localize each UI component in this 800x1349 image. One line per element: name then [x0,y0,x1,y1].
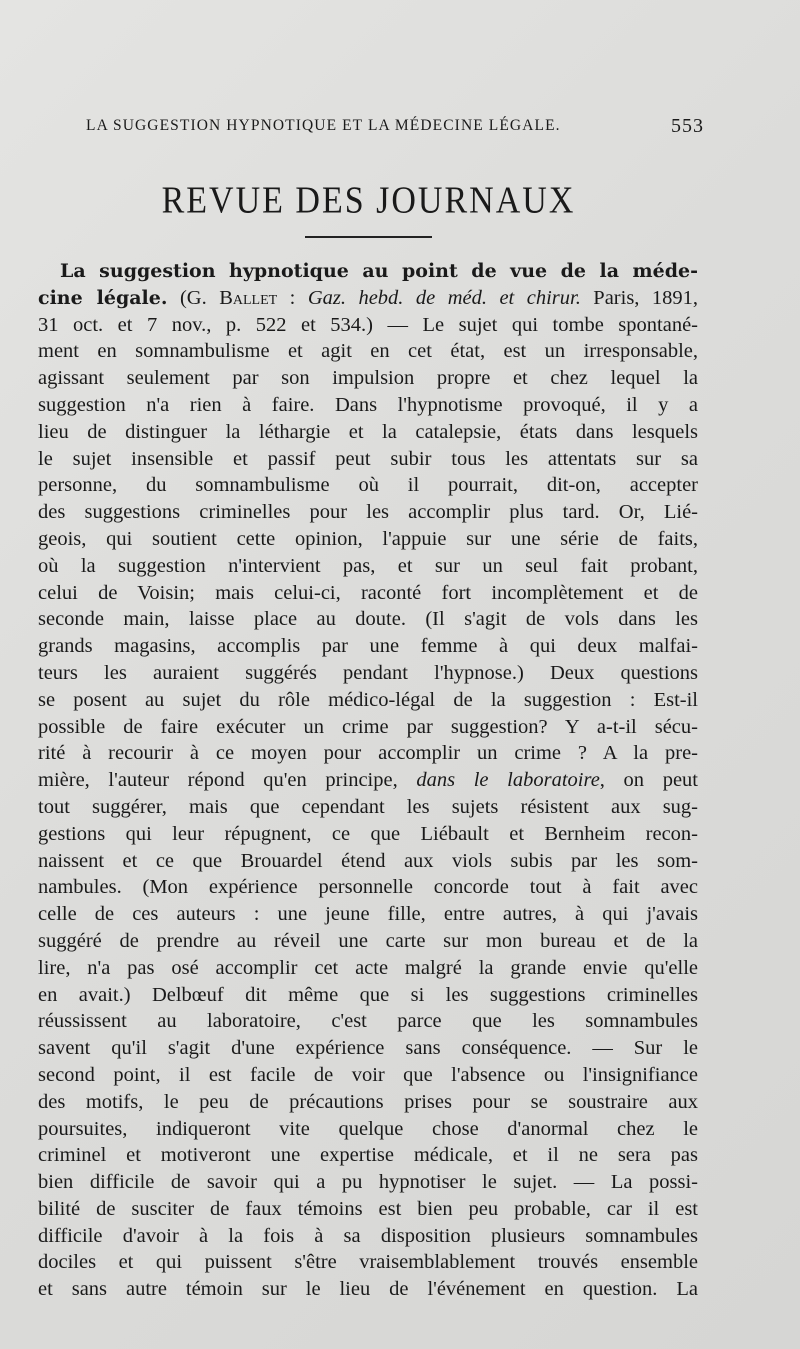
text-line: possible de faire exécuter un crime par suggestion? Y a-t-il sécu- [38,715,698,738]
text-line: teurs les auraient suggérés pendant l'hypnose.) Deux questions [38,661,698,684]
italic-fragment: dans le laboratoire [416,769,600,792]
text-line: gestions qui leur répugnent, ce que Liébault et Bernheim recon- [38,822,698,845]
text-line: dociles et qui puissent s'être vraisemblablement trouvés ensemble [38,1251,698,1274]
text-line: poursuites, indiqueront vite quelque chose d'anormal chez le [38,1117,698,1140]
text-fragment: mière, l'auteur répond qu'en principe, [38,769,417,792]
article-heading-line [38,258,698,285]
text-line: second point, il est facile de voir que l'absence ou l'insignifiance [38,1063,698,1086]
text-line: geois, qui soutient cette opinion, l'appuie sur une série de faits, [38,527,698,550]
title-rule [305,236,432,238]
article-body [38,258,698,1303]
text-line: lieu de distinguer la léthargie et la catalepsie, états dans lesquels [38,420,698,443]
citation-place: Paris, 1891, [580,286,698,309]
text-line: naissent et ce que Brouardel étend aux viols subis par les som- [38,849,698,872]
text-line: se posent au sujet du rôle médico-légal de la suggestion : Est-il [38,688,698,711]
citation-open: (G. [167,286,220,309]
text-line: savent qu'il s'agit d'une expérience sans conséquence. — Sur le [38,1037,698,1060]
text-line: personne, du somnambulisme où il pourrait, dit-on, accepter [38,474,698,497]
text-line: et sans autre témoin sur le lieu de l'événement en question. La [38,1278,698,1301]
text-line: bilité de susciter de faux témoins est bien peu probable, car il est [38,1197,698,1220]
text-line: seconde main, laisse place au doute. (Il s'agit de vols dans les [38,608,698,631]
running-header [86,117,704,143]
text-line: celle de ces auteurs : une jeune fille, entre autres, à qui j'avais [38,903,698,926]
text-line: réussissent au laboratoire, c'est parce que les somnambules [38,1010,698,1033]
text-line: bien difficile de savoir qui a pu hypnotiser le sujet. — La possi- [38,1171,698,1194]
article-citation-line [38,285,698,312]
text-fragment: , on peut [599,769,698,792]
text-line: celui de Voisin; mais celui-ci, raconté fort incomplètement et de [38,581,698,604]
text-line: difficile d'avoir à la fois à sa disposition plusieurs somnambules [38,1224,698,1247]
citation-journal: Gaz. hebd. de méd. et chirur. [307,286,581,309]
text-line: nambules. (Mon expérience personnelle concorde tout à fait avec [38,876,698,899]
text-line: suggestion n'a rien à faire. Dans l'hypnotisme provoqué, il y a [38,393,698,416]
citation-author: Ballet [219,286,278,309]
running-title: LA SUGGESTION HYPNOTIQUE ET LA MÉDECINE LÉGALE. [86,117,561,134]
text-line: lire, n'a pas osé accomplir cet acte malgré la grande envie qu'elle [38,956,698,979]
text-line: agissant seulement par son impulsion propre et chez lequel la [38,367,698,390]
text-line: grands magasins, accomplis par une femme à qui deux malfai- [38,635,698,658]
text-line: suggéré de prendre au réveil une carte sur mon bureau et de la [38,929,698,952]
page-number: 553 [671,115,704,137]
section-title: REVUE DES JOURNAUX [161,180,576,222]
text-line: rité à recourir à ce moyen pour accomplir un crime ? A la pre- [38,742,698,765]
text-line: en avait.) Delbœuf dit même que si les suggestions criminelles [38,983,698,1006]
text-line: où la suggestion n'intervient pas, et sur un seul fait probant, [38,554,698,577]
text-line: tout suggérer, mais que cependant les sujets résistent aux sug- [38,795,698,818]
citation-colon: : [277,286,308,309]
text-line: 31 oct. et 7 nov., p. 522 et 534.) — Le sujet qui tombe spontané- [38,313,698,336]
article-heading-end: cine légale. [38,286,168,309]
text-line: le sujet insensible et passif peut subir tous les attentats sur sa [38,447,698,470]
text-line: criminel et motiveront une expertise médicale, et il ne sera pas [38,1144,698,1167]
article-heading: La suggestion hypnotique au point de vue de la méde- [60,260,698,282]
text-line: ment en somnambulisme et agit en cet état, est un irresponsable, [38,340,698,363]
text-line-with-italic [38,767,698,794]
text-line: des motifs, le peu de précautions prises pour se soustraire aux [38,1090,698,1113]
text-line: des suggestions criminelles pour les accomplir plus tard. Or, Lié- [38,501,698,524]
